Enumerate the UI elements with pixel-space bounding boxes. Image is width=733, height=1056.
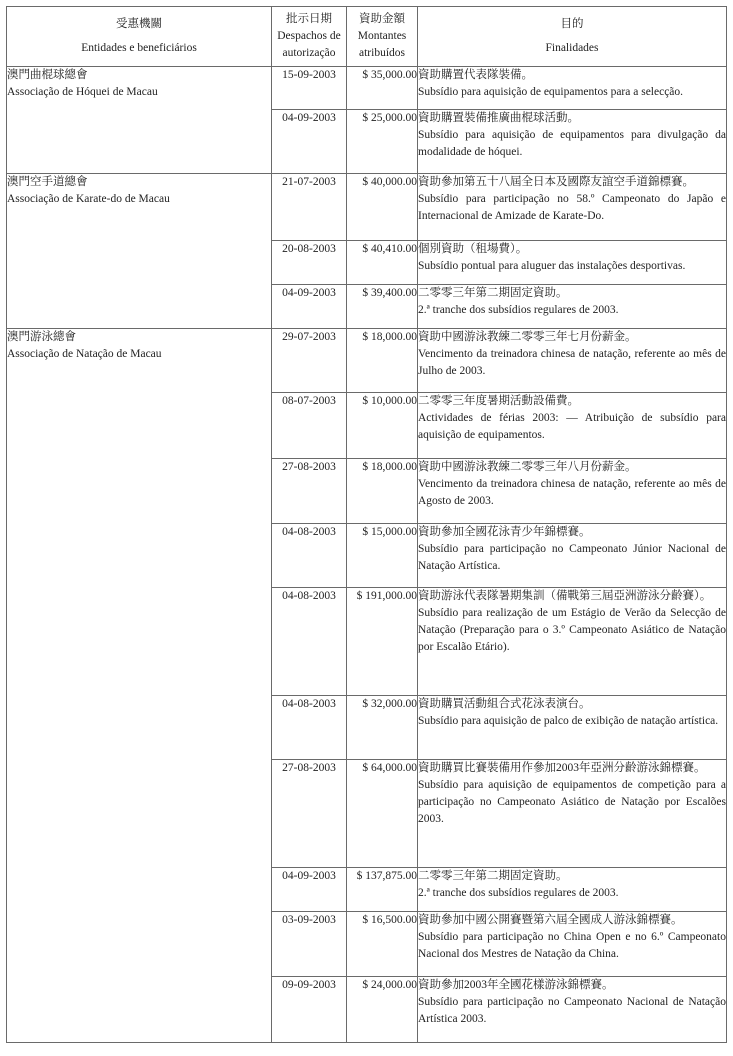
- purpose-zh: 資助游泳代表隊暑期集訓（備戰第三屆亞洲游泳分齡賽）。: [418, 589, 712, 602]
- purpose-cell: [418, 174, 727, 241]
- date-cell: 21-07-2003: [272, 174, 347, 241]
- header-entities: 受惠機關 Entidades e beneficiários: [7, 7, 272, 67]
- purpose-cell: [418, 695, 727, 760]
- purpose-cell: [418, 977, 727, 1043]
- table-row: [7, 174, 727, 241]
- purpose-cell: [418, 911, 727, 977]
- purpose-zh: 資助購買比賽裝備用作參加2003年亞洲分齡游泳錦標賽。: [418, 762, 706, 775]
- purpose-pt: Subsídio pontual para aluguer das instalações desportivas.: [418, 259, 686, 272]
- amount-cell: $ 18,000.00: [347, 458, 418, 524]
- date-cell: 15-09-2003: [272, 67, 347, 110]
- purpose-pt: Subsídio para participação no Campeonato Nacional de Natação Artística 2003.: [418, 996, 726, 1026]
- purpose-zh: 個別資助（租場費）。: [418, 242, 528, 255]
- purpose-cell: [418, 110, 727, 174]
- entity-name-zh: 澳門空手道總會: [7, 176, 88, 189]
- purpose-pt: Subsídio para realização de um Estágio de Verão da Selecção de Natação (Preparação para o 3.º Campeonato Asiático de Natação por Escalão Etário).: [418, 606, 726, 653]
- purpose-cell: [418, 328, 727, 393]
- purpose-zh: 資助參加中國公開賽暨第六屆全國成人游泳錦標賽。: [418, 913, 683, 926]
- purpose-pt: Vencimento da treinadora chinesa de natação, referente ao mês de Julho de 2003.: [418, 347, 726, 377]
- date-cell: 04-09-2003: [272, 867, 347, 911]
- entity-cell: [7, 174, 272, 329]
- date-cell: 04-08-2003: [272, 524, 347, 588]
- entity-cell: [7, 67, 272, 174]
- date-cell: 08-07-2003: [272, 393, 347, 459]
- date-cell: 04-08-2003: [272, 587, 347, 695]
- purpose-zh: 二零零三年第二期固定資助。: [418, 869, 568, 882]
- purpose-pt: 2.ª tranche dos subsídios regulares de 2003.: [418, 886, 619, 899]
- purpose-pt: Subsídio para aquisição de equipamentos para a selecção.: [418, 86, 684, 99]
- date-cell: 09-09-2003: [272, 977, 347, 1043]
- date-cell: 27-08-2003: [272, 458, 347, 524]
- amount-cell: $ 191,000.00: [347, 587, 418, 695]
- purpose-pt: Vencimento da treinadora chinesa de natação, referente ao mês de Agosto de 2003.: [418, 477, 726, 507]
- purpose-pt: Actividades de férias 2003: — Atribuição de subsídio para aquisição de equipamentos.: [418, 412, 726, 442]
- table-row: [7, 67, 727, 110]
- purpose-cell: [418, 67, 727, 110]
- purpose-zh: 資助參加第五十八屆全日本及國際友誼空手道錦標賽。: [418, 176, 694, 189]
- entity-name-pt: Associação de Karate-do de Macau: [7, 193, 170, 206]
- purpose-zh: 資助購置裝備推廣曲棍球活動。: [418, 112, 579, 125]
- purpose-zh: 資助購買活動組合式花泳表演台。: [418, 697, 591, 710]
- amount-cell: $ 40,000.00: [347, 174, 418, 241]
- purpose-zh: 二零零三年度暑期活動設備費。: [418, 395, 579, 408]
- purpose-zh: 資助參加全國花泳青少年錦標賽。: [418, 526, 591, 539]
- amount-cell: $ 137,875.00: [347, 867, 418, 911]
- date-cell: 27-08-2003: [272, 760, 347, 868]
- purpose-zh: 資助中國游泳教練二零零三年七月份薪金。: [418, 330, 637, 343]
- purpose-pt: 2.ª tranche dos subsídios regulares de 2003.: [418, 303, 619, 316]
- amount-cell: $ 16,500.00: [347, 911, 418, 977]
- entity-name-pt: Associação de Natação de Macau: [7, 347, 162, 360]
- purpose-cell: [418, 393, 727, 459]
- amount-cell: $ 40,410.00: [347, 240, 418, 284]
- amount-cell: $ 32,000.00: [347, 695, 418, 760]
- purpose-cell: [418, 867, 727, 911]
- amount-cell: $ 18,000.00: [347, 328, 418, 393]
- date-cell: 04-08-2003: [272, 695, 347, 760]
- table-header-row: [7, 7, 727, 67]
- table-row: [7, 328, 727, 393]
- date-cell: 04-09-2003: [272, 284, 347, 328]
- amount-cell: $ 25,000.00: [347, 110, 418, 174]
- date-cell: 29-07-2003: [272, 328, 347, 393]
- purpose-pt: Subsídio para aquisição de palco de exibição de natação artística.: [418, 714, 719, 727]
- purpose-cell: [418, 587, 727, 695]
- header-amount: 資助金額 Montantes atribuídos: [347, 7, 418, 67]
- entity-name-pt: Associação de Hóquei de Macau: [7, 86, 158, 99]
- date-cell: 03-09-2003: [272, 911, 347, 977]
- amount-cell: $ 39,400.00: [347, 284, 418, 328]
- purpose-zh: 二零零三年第二期固定資助。: [418, 286, 568, 299]
- amount-cell: $ 35,000.00: [347, 67, 418, 110]
- date-cell: 04-09-2003: [272, 110, 347, 174]
- purpose-zh: 資助購置代表隊裝備。: [418, 69, 533, 82]
- entity-cell: [7, 328, 272, 1042]
- amount-cell: $ 64,000.00: [347, 760, 418, 868]
- purpose-pt: Subsídio para participação no Campeonato Júnior Nacional de Natação Artística.: [418, 543, 726, 573]
- amount-cell: $ 10,000.00: [347, 393, 418, 459]
- amount-cell: $ 24,000.00: [347, 977, 418, 1043]
- purpose-cell: [418, 240, 727, 284]
- purpose-zh: 資助參加2003年全國花樣游泳錦標賽。: [418, 979, 614, 992]
- purpose-cell: [418, 524, 727, 588]
- purpose-cell: [418, 760, 727, 868]
- entity-name-zh: 澳門曲棍球總會: [7, 69, 88, 82]
- purpose-pt: Subsídio para aquisição de equipamentos de competição para a participação no Campeonato Asiático de Natação por Escalões 2003.: [418, 779, 726, 826]
- purpose-pt: Subsídio para participação no China Open e no 6.º Campeonato Nacional dos Mestres de Natação da China.: [418, 930, 726, 960]
- subsidy-table: [6, 6, 727, 1043]
- header-date: 批示日期 Despachos de autorização: [272, 7, 347, 67]
- purpose-cell: [418, 458, 727, 524]
- amount-cell: $ 15,000.00: [347, 524, 418, 588]
- entity-name-zh: 澳門游泳總會: [7, 330, 76, 343]
- purpose-cell: [418, 284, 727, 328]
- date-cell: 20-08-2003: [272, 240, 347, 284]
- header-purpose: 目的 Finalidades: [418, 7, 727, 67]
- purpose-zh: 資助中國游泳教練二零零三年八月份薪金。: [418, 460, 637, 473]
- purpose-pt: Subsídio para participação no 58.º Campeonato do Japão e Internacional de Amizade de Karate-Do.: [418, 193, 726, 223]
- purpose-pt: Subsídio para aquisição de equipamentos para divulgação da modalidade de hóquei.: [418, 129, 726, 159]
